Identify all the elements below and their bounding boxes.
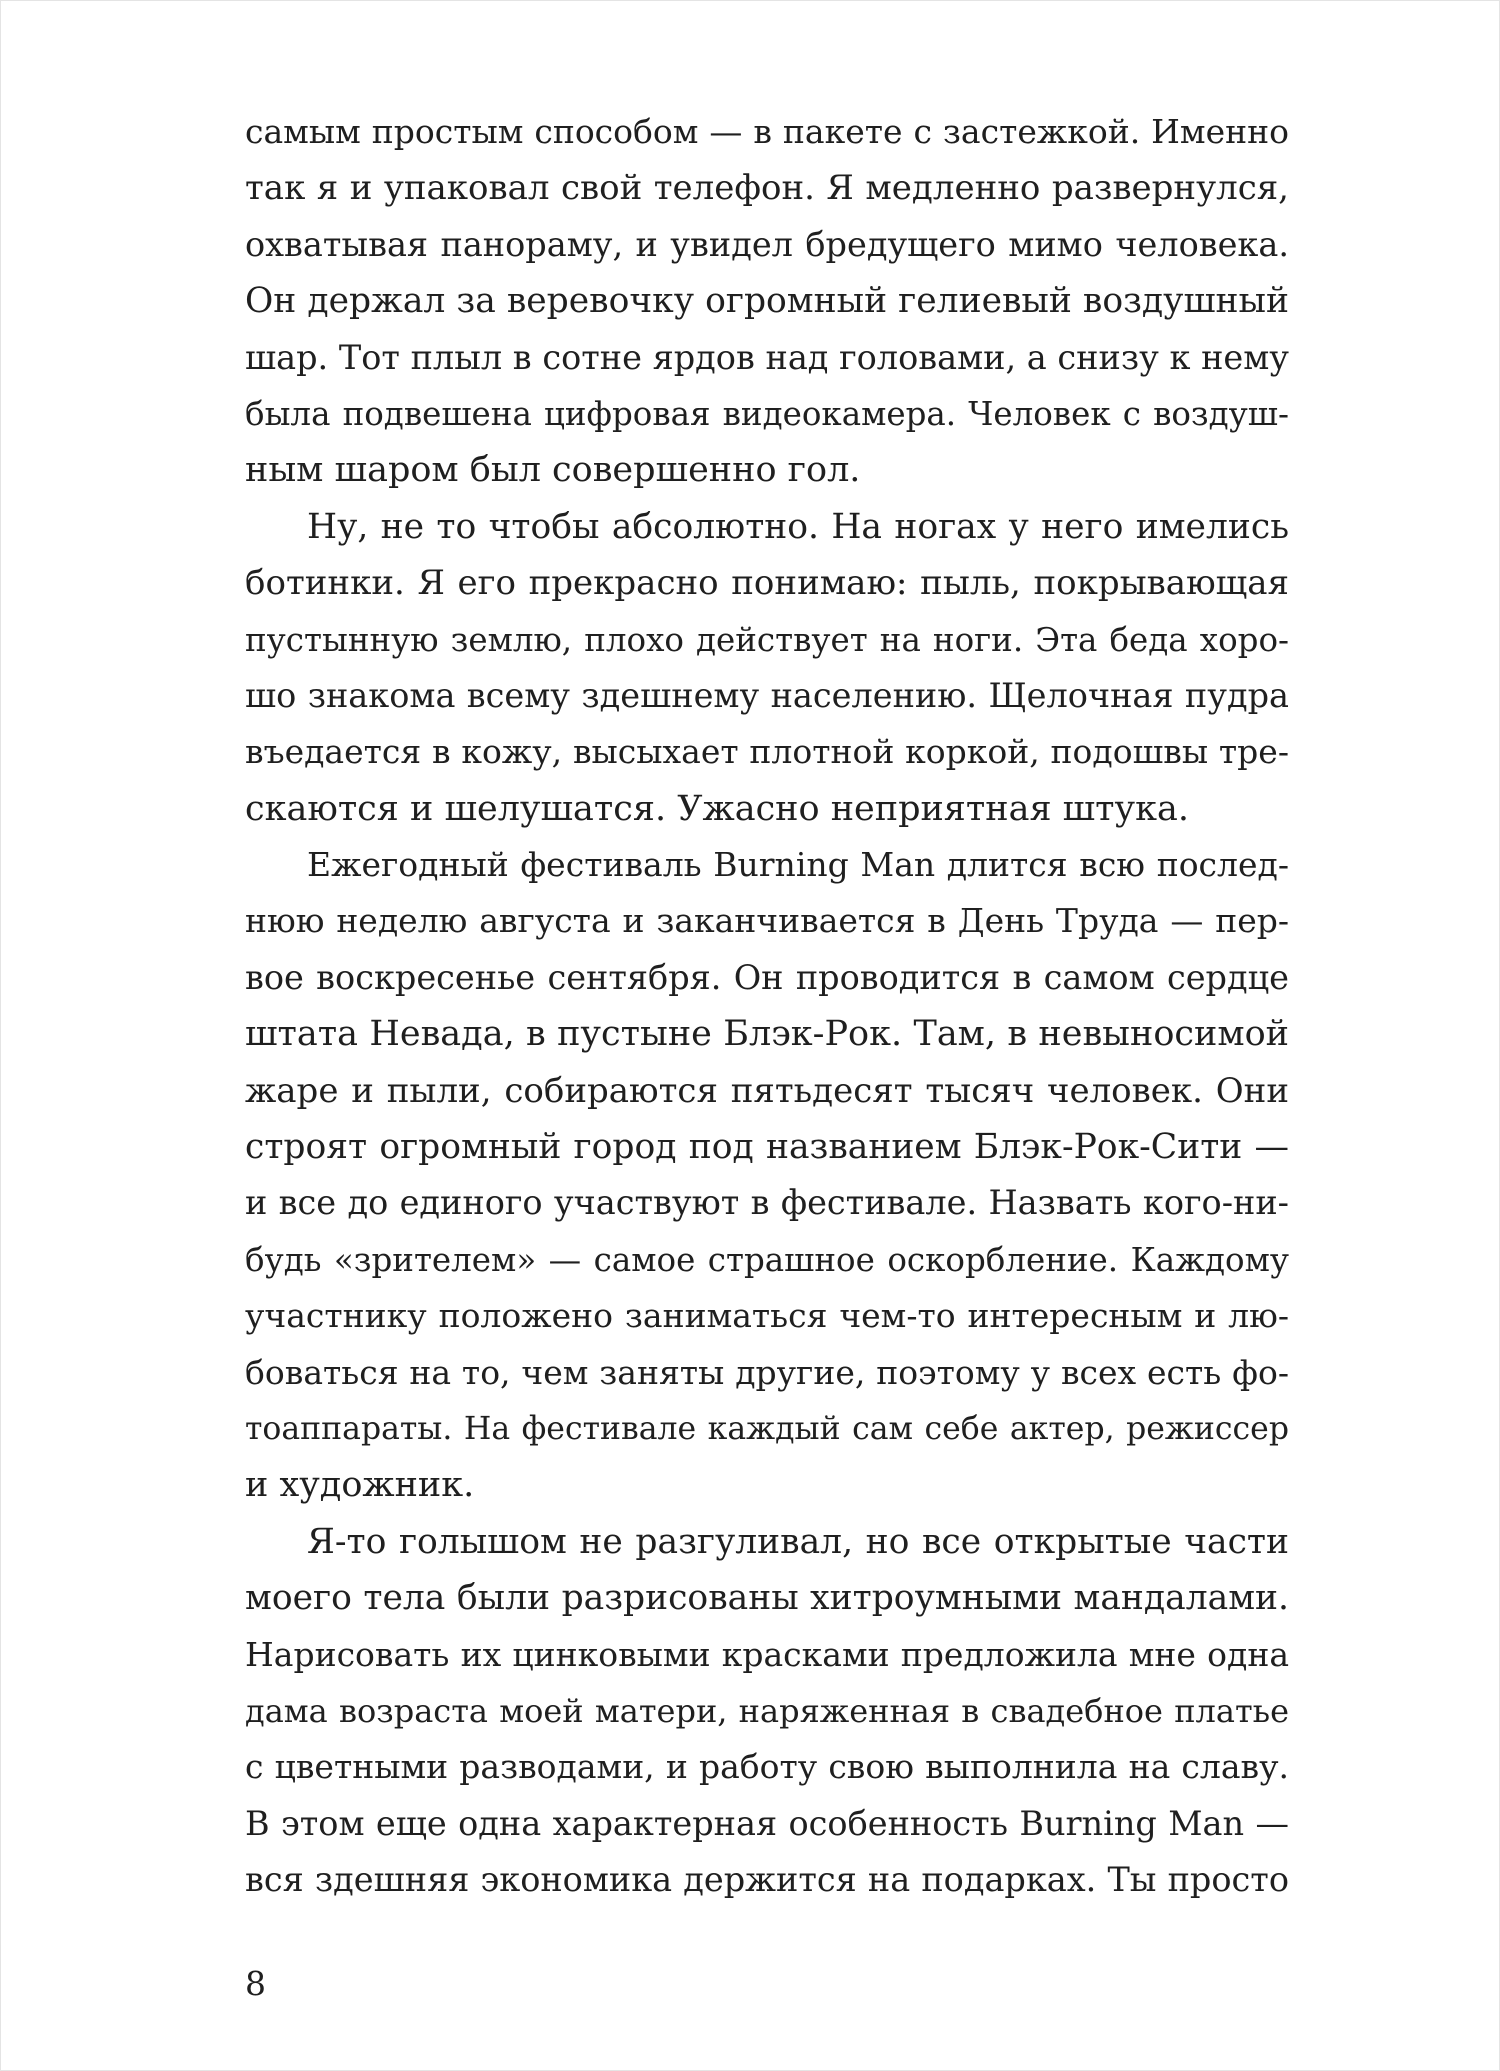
text-line: ным шаром был совершенно гол. bbox=[245, 450, 861, 491]
text-line: пустынную землю, плохо действует на ноги. Эта беда хоро- bbox=[245, 620, 1289, 659]
text-line: самым простым способом — в пакете с застежкой. Именно bbox=[245, 112, 1289, 151]
text-line: дама возраста моей матери, наряженная в свадебное платье bbox=[245, 1691, 1289, 1730]
text-line: с цветными разводами, и работу свою выполнила на славу. bbox=[245, 1747, 1289, 1787]
text-line: Ну, не то чтобы абсолютно. На ногах у него имелись bbox=[307, 506, 1289, 547]
text-line: боваться на то, чем заняты другие, поэтому у всех есть фо- bbox=[245, 1352, 1289, 1392]
text-line: ботинки. Я его прекрасно понимаю: пыль, покрывающая bbox=[245, 563, 1289, 604]
text-line: Нарисовать их цинковыми красками предложила мне одна bbox=[245, 1634, 1289, 1674]
text-line: шо знакома всему здешнему населению. Щелочная пудра bbox=[245, 675, 1289, 715]
text-line: нюю неделю августа и заканчивается в День Труда — пер- bbox=[245, 901, 1289, 941]
text-line: тоаппараты. На фестивале каждый сам себе актер, режиссер bbox=[245, 1410, 1289, 1447]
body-text bbox=[245, 104, 1289, 1909]
text-line: так я и упаковал свой телефон. Я медленно развернулся, bbox=[245, 168, 1289, 209]
text-line: въедается в кожу, высыхает плотной коркой, подошвы тре- bbox=[245, 732, 1289, 772]
text-line: участнику положено заниматься чем-то интересным и лю- bbox=[245, 1296, 1289, 1336]
text-line: будь «зрителем» — самое страшное оскорбление. Каждому bbox=[245, 1240, 1289, 1279]
text-line: вся здешняя экономика держится на подарках. Ты просто bbox=[245, 1860, 1289, 1900]
text-line: скаются и шелушатся. Ужасно неприятная штука. bbox=[245, 788, 1190, 829]
text-line: жаре и пыли, собираются пятьдесят тысяч человек. Они bbox=[245, 1070, 1289, 1111]
text-line: В этом еще одна характерная особенность Burning Man — bbox=[245, 1803, 1289, 1843]
text-line: моего тела были разрисованы хитроумными мандалами. bbox=[245, 1578, 1289, 1619]
text-line: строят огромный город под названием Блэк-Рок-Сити — bbox=[245, 1127, 1289, 1168]
text-line: штата Невада, в пустыне Блэк-Рок. Там, в невыносимой bbox=[245, 1014, 1289, 1055]
text-line: шар. Тот плыл в сотне ярдов над головами, а снизу к нему bbox=[245, 337, 1289, 377]
text-line: и художник. bbox=[245, 1465, 475, 1506]
page-number: 8 bbox=[245, 1964, 266, 2003]
text-line: была подвешена цифровая видеокамера. Человек с воздуш- bbox=[245, 394, 1289, 433]
text-line: и все до единого участвуют в фестивале. Назвать кого-ни- bbox=[245, 1183, 1289, 1223]
text-line: охватывая панораму, и увидел бредущего мимо человека. bbox=[245, 224, 1289, 264]
text-line: Ежегодный фестиваль Burning Man длится всю послед- bbox=[307, 845, 1289, 885]
text-line: вое воскресенье сентября. Он проводится в самом сердце bbox=[245, 957, 1289, 997]
text-line: Я-то голышом не разгуливал, но все открытые части bbox=[307, 1521, 1289, 1562]
text-line: Он держал за веревочку огромный гелиевый воздушный bbox=[245, 281, 1289, 322]
